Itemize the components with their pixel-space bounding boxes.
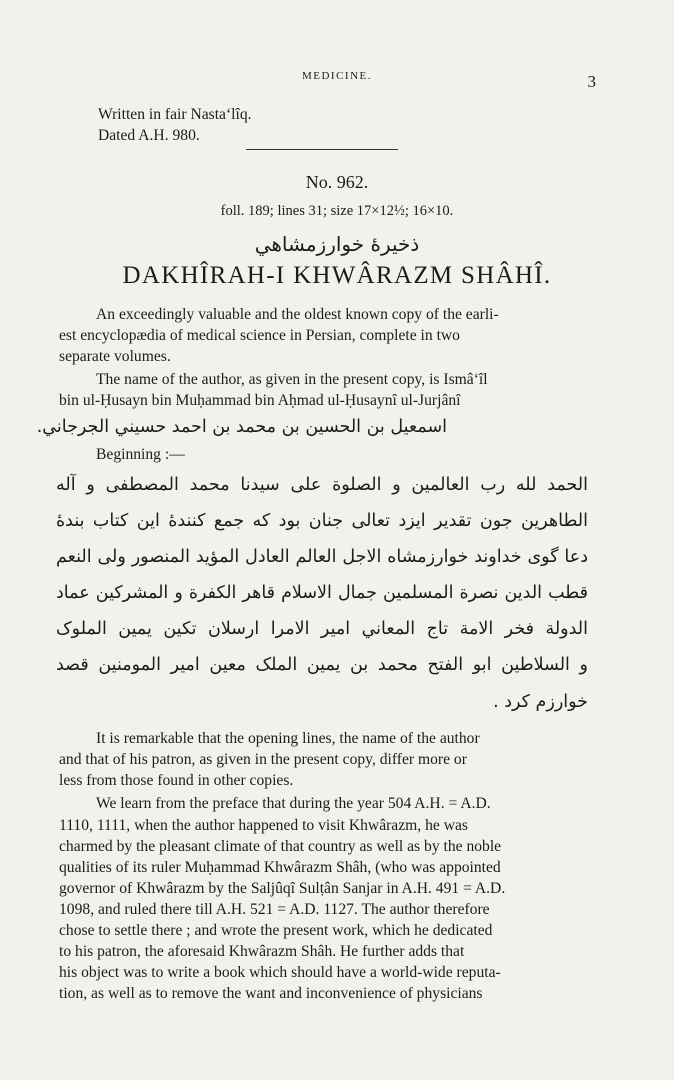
body-line: chose to settle there ; and wrote the present work, which he dedicated [59,922,493,939]
body-line: qualities of its ruler Muḥammad Khwârazm Shâh, (who was appointed [59,859,501,876]
arabic-line: الدولة فخر الامة تاج المعاني امیر الامرا ارسلان تکین یمین الملوک [56,619,588,639]
body-line: to his patron, the aforesaid Khwârazm Shâh. He further adds that [59,943,465,960]
body-line: charmed by the pleasant climate of that country as well as by the noble [59,838,502,855]
divider-rule [246,149,398,150]
body-line: separate volumes. [59,348,171,365]
body-line: It is remarkable that the opening lines, the name of the author [96,730,480,747]
body-line: 1110, 1111, when the author happened to visit Khwârazm, he was [59,817,468,834]
intro-line: Dated A.H. 980. [98,127,200,144]
work-title: DAKHÎRAH-I KHWÂRAZM SHÂHÎ. [122,262,552,289]
running-head: MEDICINE. [301,70,373,82]
arabic-title: ذخیرهٔ خوارزمشاهي [254,232,420,256]
body-line: his object was to write a book which should have a world-wide reputa- [59,964,501,981]
body-line: and that of his patron, as given in the present copy, differ more or [59,751,467,768]
intro-line: Written in fair Nasta‘lîq. [98,106,252,123]
arabic-line: الحمد لله رب العالمین و الصلوة علی سیدنا محمد المصطفی و آله [56,475,588,495]
body-line: governor of Khwârazm by the Saljûqî Sulṭân Sanjar in A.H. 491 = A.D. [59,880,506,897]
body-line: bin ul-Ḥusayn bin Muḥammad bin Aḥmad ul-Ḥusaynî ul-Jurjânî [59,392,461,409]
arabic-line: قطب الدین نصرة المسلمین جمال الاسلام قاهر الکفرة و المشرکین عماد [56,583,588,603]
page-number: 3 [587,72,596,91]
arabic-line: دعا گوی خداوند خوارزمشاه الاجل العالم العادل المؤید المنصور ولی النعم [56,547,588,567]
body-line: An exceedingly valuable and the oldest known copy of the earli- [96,306,499,323]
author-name-arabic: اسمعیل بن الحسین بن محمد بن احمد حسیني الجرجاني. [36,417,447,437]
body-line: 1098, and ruled there till A.H. 521 = A.D. 1127. The author therefore [59,901,490,918]
beginning-label: Beginning :— [96,446,185,463]
body-line: less from those found in other copies. [59,772,294,789]
arabic-line: الطاهرین جون تقدیر ایزد تعالی جنان بود که جمع کنندهٔ این کتاب بندهٔ [56,511,588,531]
body-line: The name of the author, as given in the present copy, is Ismâ‘îl [96,371,488,388]
arabic-line: و السلاطین ابو الفتح محمد بن یمین الملک معین امیر المومنین قصد [56,655,588,675]
arabic-line: خوارزم کرد . [493,692,588,712]
body-line: est encyclopædia of medical science in Persian, complete in two [59,327,460,344]
body-line: tion, as well as to remove the want and inconvenience of physicians [59,985,483,1002]
manuscript-specs: foll. 189; lines 31; size 17×12½; 16×10. [220,203,454,219]
catalogue-number: No. 962. [305,172,369,192]
body-line: We learn from the preface that during the year 504 A.H. = A.D. [96,795,491,812]
